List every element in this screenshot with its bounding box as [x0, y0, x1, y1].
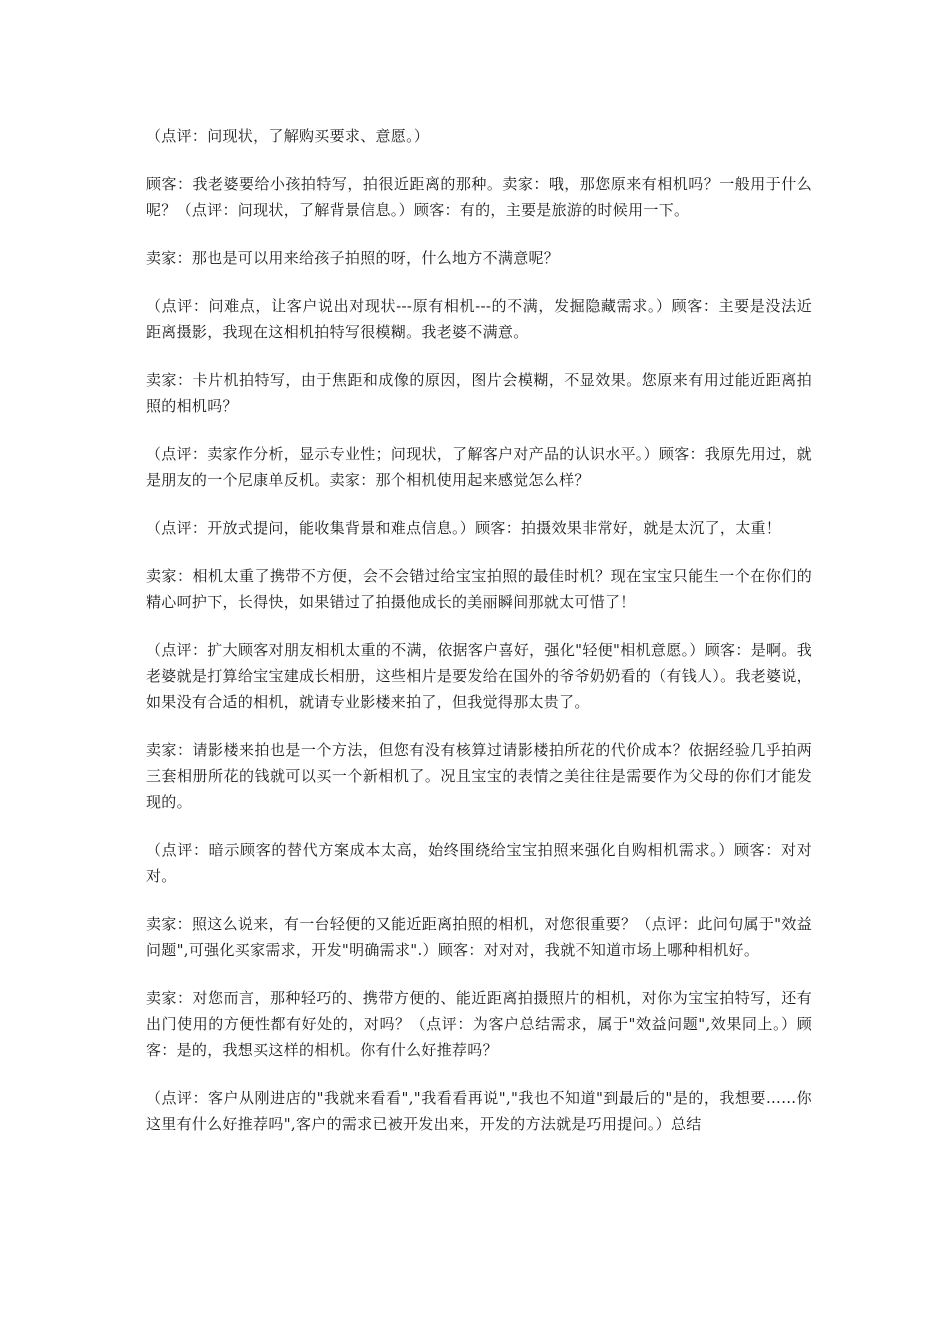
document-body	[146, 123, 812, 1159]
paragraph-5: 卖家：卡片机拍特写，由于焦距和成像的原因，图片会模糊，不显效果。您原来有用过能近距离拍照的相机吗？	[146, 371, 812, 415]
paragraph-2: 顾客：我老婆要给小孩拍特写，拍很近距离的那种。卖家：哦，那您原来有相机吗？一般用于什么呢？（点评：问现状，了解背景信息。）顾客：有的，主要是旅游的时候用一下。	[146, 175, 812, 219]
paragraph-14: （点评：客户从刚进店的"我就来看看","我看看再说","我也不知道"到最后的"是的，我想要……你这里有什么好推荐吗",客户的需求已被开发出来，开发的方法就是巧用提问。）总结	[146, 1089, 812, 1133]
paragraph-4: （点评：问难点，让客户说出对现状---原有相机---的不满，发掘隐藏需求。）顾客：主要是没法近距离摄影，我现在这相机拍特写很模糊。我老婆不满意。	[146, 297, 812, 341]
paragraph-11: （点评：暗示顾客的替代方案成本太高，始终围绕给宝宝拍照来强化自购相机需求。）顾客：对对对。	[146, 841, 812, 885]
paragraph-9: （点评：扩大顾客对朋友相机太重的不满，依据客户喜好，强化"轻便"相机意愿。）顾客：是啊。我老婆就是打算给宝宝建成长相册，这些相片是要发给在国外的爷爷奶奶看的（有钱人）。我老婆说，如果没有合适的相机，就请专业影楼来拍了，但我觉得那太贵了。	[146, 641, 812, 711]
paragraph-6: （点评：卖家作分析，显示专业性；问现状，了解客户对产品的认识水平。）顾客：我原先用过，就是朋友的一个尼康单反机。卖家：那个相机使用起来感觉怎么样？	[146, 445, 812, 489]
paragraph-1: （点评：问现状，了解购买要求、意愿。）	[146, 127, 430, 145]
paragraph-10: 卖家：请影楼来拍也是一个方法，但您有没有核算过请影楼拍所花的代价成本？依据经验几乎拍两三套相册所花的钱就可以买一个新相机了。况且宝宝的表情之美往往是需要作为父母的你们才能发现的。	[146, 741, 812, 811]
paragraph-13: 卖家：对您而言，那种轻巧的、携带方便的、能近距离拍摄照片的相机，对你为宝宝拍特写，还有出门使用的方便性都有好处的，对吗？（点评：为客户总结需求，属于"效益问题",效果同上。）顾客：是的，我想买这样的相机。你有什么好推荐吗？	[146, 989, 812, 1059]
paragraph-3: 卖家：那也是可以用来给孩子拍照的呀，什么地方不满意呢？	[146, 249, 560, 267]
paragraph-12: 卖家：照这么说来，有一台轻便的又能近距离拍照的相机，对您很重要？（点评：此问句属于"效益问题",可强化买家需求，开发"明确需求".）顾客：对对对，我就不知道市场上哪种相机好。	[146, 915, 812, 959]
paragraph-8: 卖家：相机太重了携带不方便，会不会错过给宝宝拍照的最佳时机？现在宝宝只能生一个在你们的精心呵护下，长得快，如果错过了拍摄他成长的美丽瞬间那就太可惜了！	[146, 567, 812, 611]
paragraph-7: （点评：开放式提问，能收集背景和难点信息。）顾客：拍摄效果非常好，就是太沉了，太重！	[146, 519, 782, 537]
